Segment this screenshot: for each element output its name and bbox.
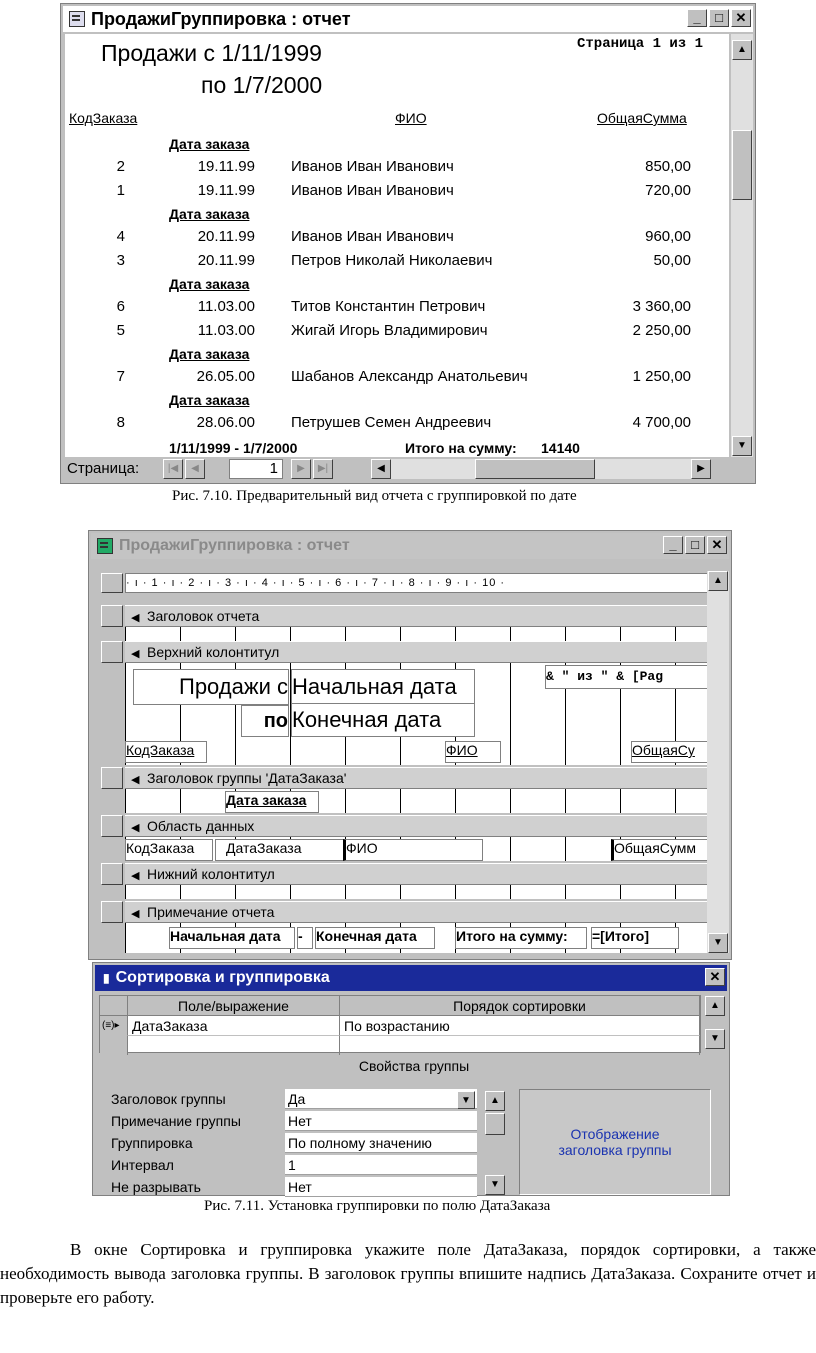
textbox-order-date[interactable]: ДатаЗаказа [215, 839, 345, 861]
footer-total-label[interactable]: Итого на сумму: [455, 927, 587, 949]
grid-scroll-up-icon[interactable]: ▲ [705, 996, 725, 1016]
sort-order-empty[interactable] [340, 1036, 700, 1056]
design-titlebar [91, 533, 729, 559]
page-header-area[interactable] [125, 663, 707, 765]
minimize-button[interactable]: _ [687, 9, 707, 27]
report-icon [97, 538, 113, 554]
section-label: Область данных [147, 818, 255, 834]
footer-end-date[interactable]: Конечная дата [315, 927, 435, 949]
page-indicator: Страница 1 из 1 [577, 36, 704, 52]
props-scroll-down-icon[interactable]: ▼ [485, 1175, 505, 1195]
group-header: Дата заказа [169, 346, 250, 362]
dropdown-arrow-icon[interactable]: ▼ [457, 1091, 475, 1109]
order-date: 20.11.99 [197, 252, 255, 269]
property-value[interactable]: 1 [285, 1155, 477, 1175]
prev-page-icon[interactable]: ◀ [185, 459, 205, 479]
header-field-expression: Поле/выражение [128, 996, 340, 1016]
last-page-icon[interactable]: ▶| [313, 459, 333, 479]
order-date: 20.11.99 [197, 228, 255, 245]
section-selector[interactable] [101, 641, 123, 663]
customer-name: Петрушев Семен Андреевич [291, 414, 492, 431]
textbox-fio[interactable]: ФИО [343, 839, 483, 861]
customer-name: Иванов Иван Иванович [291, 158, 454, 175]
textbox-page-expr[interactable]: & " из " & [Pag [545, 665, 707, 689]
section-page-footer[interactable] [125, 863, 707, 885]
order-sum: 50,00 [653, 252, 691, 269]
close-button[interactable]: ✕ [705, 968, 725, 986]
minimize-button[interactable]: _ [663, 536, 683, 554]
group-header-area[interactable] [125, 789, 707, 813]
customer-name: Петров Николай Николаевич [291, 252, 493, 269]
order-date: 19.11.99 [197, 182, 255, 199]
report-page [65, 34, 729, 458]
scroll-down-icon[interactable]: ▼ [708, 933, 728, 953]
label-sales-from[interactable]: Продажи с [133, 669, 289, 705]
maximize-button[interactable]: □ [709, 9, 729, 27]
property-label: Не разрывать [111, 1179, 201, 1195]
column-header-sum: ОбщаяСумма [597, 110, 687, 126]
report-footer-area[interactable] [125, 923, 707, 953]
section-marker-icon: ◀ [131, 774, 140, 786]
section-marker-icon: ◀ [131, 908, 140, 920]
scroll-up-icon[interactable]: ▲ [708, 571, 728, 591]
grid-scroll-down-icon[interactable]: ▼ [705, 1029, 725, 1049]
order-date: 11.03.00 [197, 322, 255, 339]
scroll-thumb[interactable] [732, 130, 752, 200]
property-hint [519, 1089, 711, 1195]
property-label: Интервал [111, 1157, 174, 1173]
label-col-name[interactable]: ФИО [445, 741, 501, 763]
footer-range: 1/11/1999 - 1/7/2000 [169, 440, 298, 456]
page-footer-area[interactable] [125, 885, 707, 899]
order-date: 19.11.99 [197, 158, 255, 175]
scroll-down-icon[interactable]: ▼ [732, 436, 752, 456]
props-scroll-up-icon[interactable]: ▲ [485, 1091, 505, 1111]
report-preview-titlebar [63, 6, 753, 32]
section-selector[interactable] [101, 863, 123, 885]
order-id: 5 [116, 322, 125, 339]
section-marker-icon: ◀ [131, 822, 140, 834]
report-vertical-scrollbar[interactable] [731, 34, 753, 458]
property-value[interactable]: По полному значению [285, 1133, 477, 1153]
section-label: Заголовок группы 'ДатаЗаказа' [147, 770, 347, 786]
section-selector[interactable] [101, 767, 123, 789]
customer-name: Титов Константин Петрович [291, 298, 486, 315]
customer-name: Жигай Игорь Владимирович [291, 322, 488, 339]
maximize-button[interactable]: □ [685, 536, 705, 554]
section-label: Заголовок отчета [147, 608, 260, 624]
textbox-end-date[interactable]: Конечная дата [291, 703, 475, 737]
sorting-grouping-window [92, 962, 730, 1196]
footer-total-value: 14140 [541, 440, 580, 456]
row-selector-header [100, 996, 128, 1016]
window-title: ПродажиГруппировка : отчет [119, 537, 350, 554]
textbox-start-date[interactable]: Начальная дата [291, 669, 475, 705]
order-sum: 960,00 [645, 228, 691, 245]
textbox-order-id[interactable]: КодЗаказа [125, 839, 213, 861]
order-sum: 1 250,00 [632, 368, 691, 385]
group-header: Дата заказа [169, 136, 250, 152]
order-date: 28.06.00 [196, 414, 255, 431]
horizontal-scrollbar[interactable] [371, 459, 711, 479]
scroll-left-icon[interactable]: ◀ [371, 459, 391, 479]
label-col-id[interactable]: КодЗаказа [125, 741, 207, 763]
property-value[interactable]: Да [285, 1089, 477, 1109]
sorting-grid [99, 995, 701, 1053]
property-value[interactable]: Нет [285, 1177, 477, 1197]
sorting-icon: ▮ [103, 971, 110, 985]
order-date: 26.05.00 [196, 368, 255, 385]
property-label: Примечание группы [111, 1113, 241, 1129]
window-title: Сортировка и группировка [115, 969, 330, 986]
customer-name: Шабанов Александр Анатольевич [291, 368, 528, 385]
customer-name: Иванов Иван Иванович [291, 182, 454, 199]
property-hint-text: Отображение заголовка группы [558, 1126, 672, 1158]
nav-label: Страница: [67, 460, 140, 477]
section-selector[interactable] [101, 901, 123, 923]
column-header-id: КодЗаказа [69, 110, 138, 126]
order-id: 6 [116, 298, 125, 315]
section-label: Нижний колонтитул [147, 866, 275, 882]
header-sort-order: Порядок сортировки [340, 996, 700, 1016]
section-marker-icon: ◀ [131, 612, 140, 624]
order-sum: 850,00 [645, 158, 691, 175]
group-header: Дата заказа [169, 276, 250, 292]
field-expression-cell[interactable]: ДатаЗаказа [128, 1016, 340, 1036]
section-report-header[interactable] [125, 605, 707, 627]
order-id: 1 [116, 182, 125, 199]
scroll-right-icon[interactable]: ▶ [691, 459, 711, 479]
group-header: Дата заказа [169, 206, 250, 222]
props-scroll-thumb[interactable] [485, 1113, 505, 1135]
page-number-field[interactable]: 1 [229, 459, 283, 479]
property-label: Заголовок группы [111, 1091, 226, 1107]
section-report-footer[interactable] [125, 901, 707, 923]
section-selector[interactable] [101, 815, 123, 837]
column-header-name: ФИО [395, 110, 427, 126]
group-row-icon[interactable]: (≡)▸ [100, 1016, 128, 1036]
group-header: Дата заказа [169, 392, 250, 408]
property-value[interactable]: Нет [285, 1111, 477, 1131]
window-title: ПродажиГруппировка : отчет [91, 8, 351, 29]
section-page-header[interactable] [125, 641, 707, 663]
order-sum: 2 250,00 [632, 322, 691, 339]
section-marker-icon: ◀ [131, 648, 140, 660]
order-sum: 3 360,00 [632, 298, 691, 315]
label-col-sum[interactable]: ОбщаяСу [631, 741, 707, 763]
footer-start-date[interactable]: Начальная дата [169, 927, 295, 949]
close-button[interactable]: ✕ [731, 9, 751, 27]
detail-area[interactable] [125, 837, 707, 861]
group-properties-title: Свойства группы [99, 1055, 729, 1077]
section-label: Верхний колонтитул [147, 644, 280, 660]
report-title-line2: по 1/7/2000 [201, 72, 323, 98]
next-page-icon[interactable]: ▶ [291, 459, 311, 479]
report-header-area[interactable] [125, 627, 707, 641]
figure-caption-7-10: Рис. 7.10. Предварительный вид отчета с группировкой по дате [172, 488, 577, 504]
report-icon [69, 11, 85, 27]
sort-order-cell[interactable]: По возрастанию [340, 1016, 700, 1036]
report-preview-window [60, 3, 756, 484]
scroll-up-icon[interactable]: ▲ [732, 40, 752, 60]
close-button[interactable]: ✕ [707, 536, 727, 554]
order-id: 2 [116, 158, 125, 175]
order-date: 11.03.00 [197, 298, 255, 315]
order-id: 8 [116, 414, 125, 431]
customer-name: Иванов Иван Иванович [291, 228, 454, 245]
first-page-icon[interactable]: |◀ [163, 459, 183, 479]
section-label: Примечание отчета [147, 904, 275, 920]
hscroll-thumb[interactable] [475, 459, 595, 479]
textbox-total-sum[interactable]: ОбщаяСумм [611, 839, 707, 861]
section-marker-icon: ◀ [131, 870, 140, 882]
order-sum: 4 700,00 [632, 414, 691, 431]
property-label: Группировка [111, 1135, 193, 1151]
footer-total-expr[interactable]: =[Итого] [591, 927, 679, 949]
record-navigation-bar [63, 457, 753, 481]
order-id: 7 [116, 368, 125, 385]
section-selector[interactable] [101, 605, 123, 627]
order-sum: 720,00 [645, 182, 691, 199]
design-vertical-scrollbar[interactable] [707, 571, 729, 953]
row-selector[interactable] [100, 1036, 128, 1056]
order-id: 3 [116, 252, 125, 269]
report-title-line1: Продажи с 1/11/1999 [101, 40, 322, 66]
sorting-grouping-titlebar [95, 965, 727, 991]
report-design-window [88, 530, 732, 960]
section-group-header[interactable] [125, 767, 707, 789]
instruction-paragraph: В окне Сортировка и группировка укажите поле ДатаЗаказа, порядок сортировки, а также необходимость вывода заголовка группы. В заголовок группы впишите надпись ДатаЗаказа. Сохраните отчет и проверьте его работу. [0, 1240, 816, 1307]
order-id: 4 [116, 228, 125, 245]
horizontal-ruler: · ı · 1 · ı · 2 · ı · 3 · ı · 4 · ı · 5 · ı · 6 · ı · 7 · ı · 8 · ı · 9 · ı · 10 · [125, 573, 709, 593]
figure-caption-7-11: Рис. 7.11. Установка группировки по полю ДатаЗаказа [204, 1198, 551, 1214]
label-order-date[interactable]: Дата заказа [225, 791, 319, 813]
section-detail[interactable] [125, 815, 707, 837]
footer-total-label: Итого на сумму: [405, 440, 517, 456]
select-report-button[interactable] [101, 573, 123, 593]
label-to[interactable]: по [241, 705, 289, 737]
footer-dash[interactable]: - [297, 927, 313, 949]
field-expression-empty[interactable] [128, 1036, 340, 1056]
